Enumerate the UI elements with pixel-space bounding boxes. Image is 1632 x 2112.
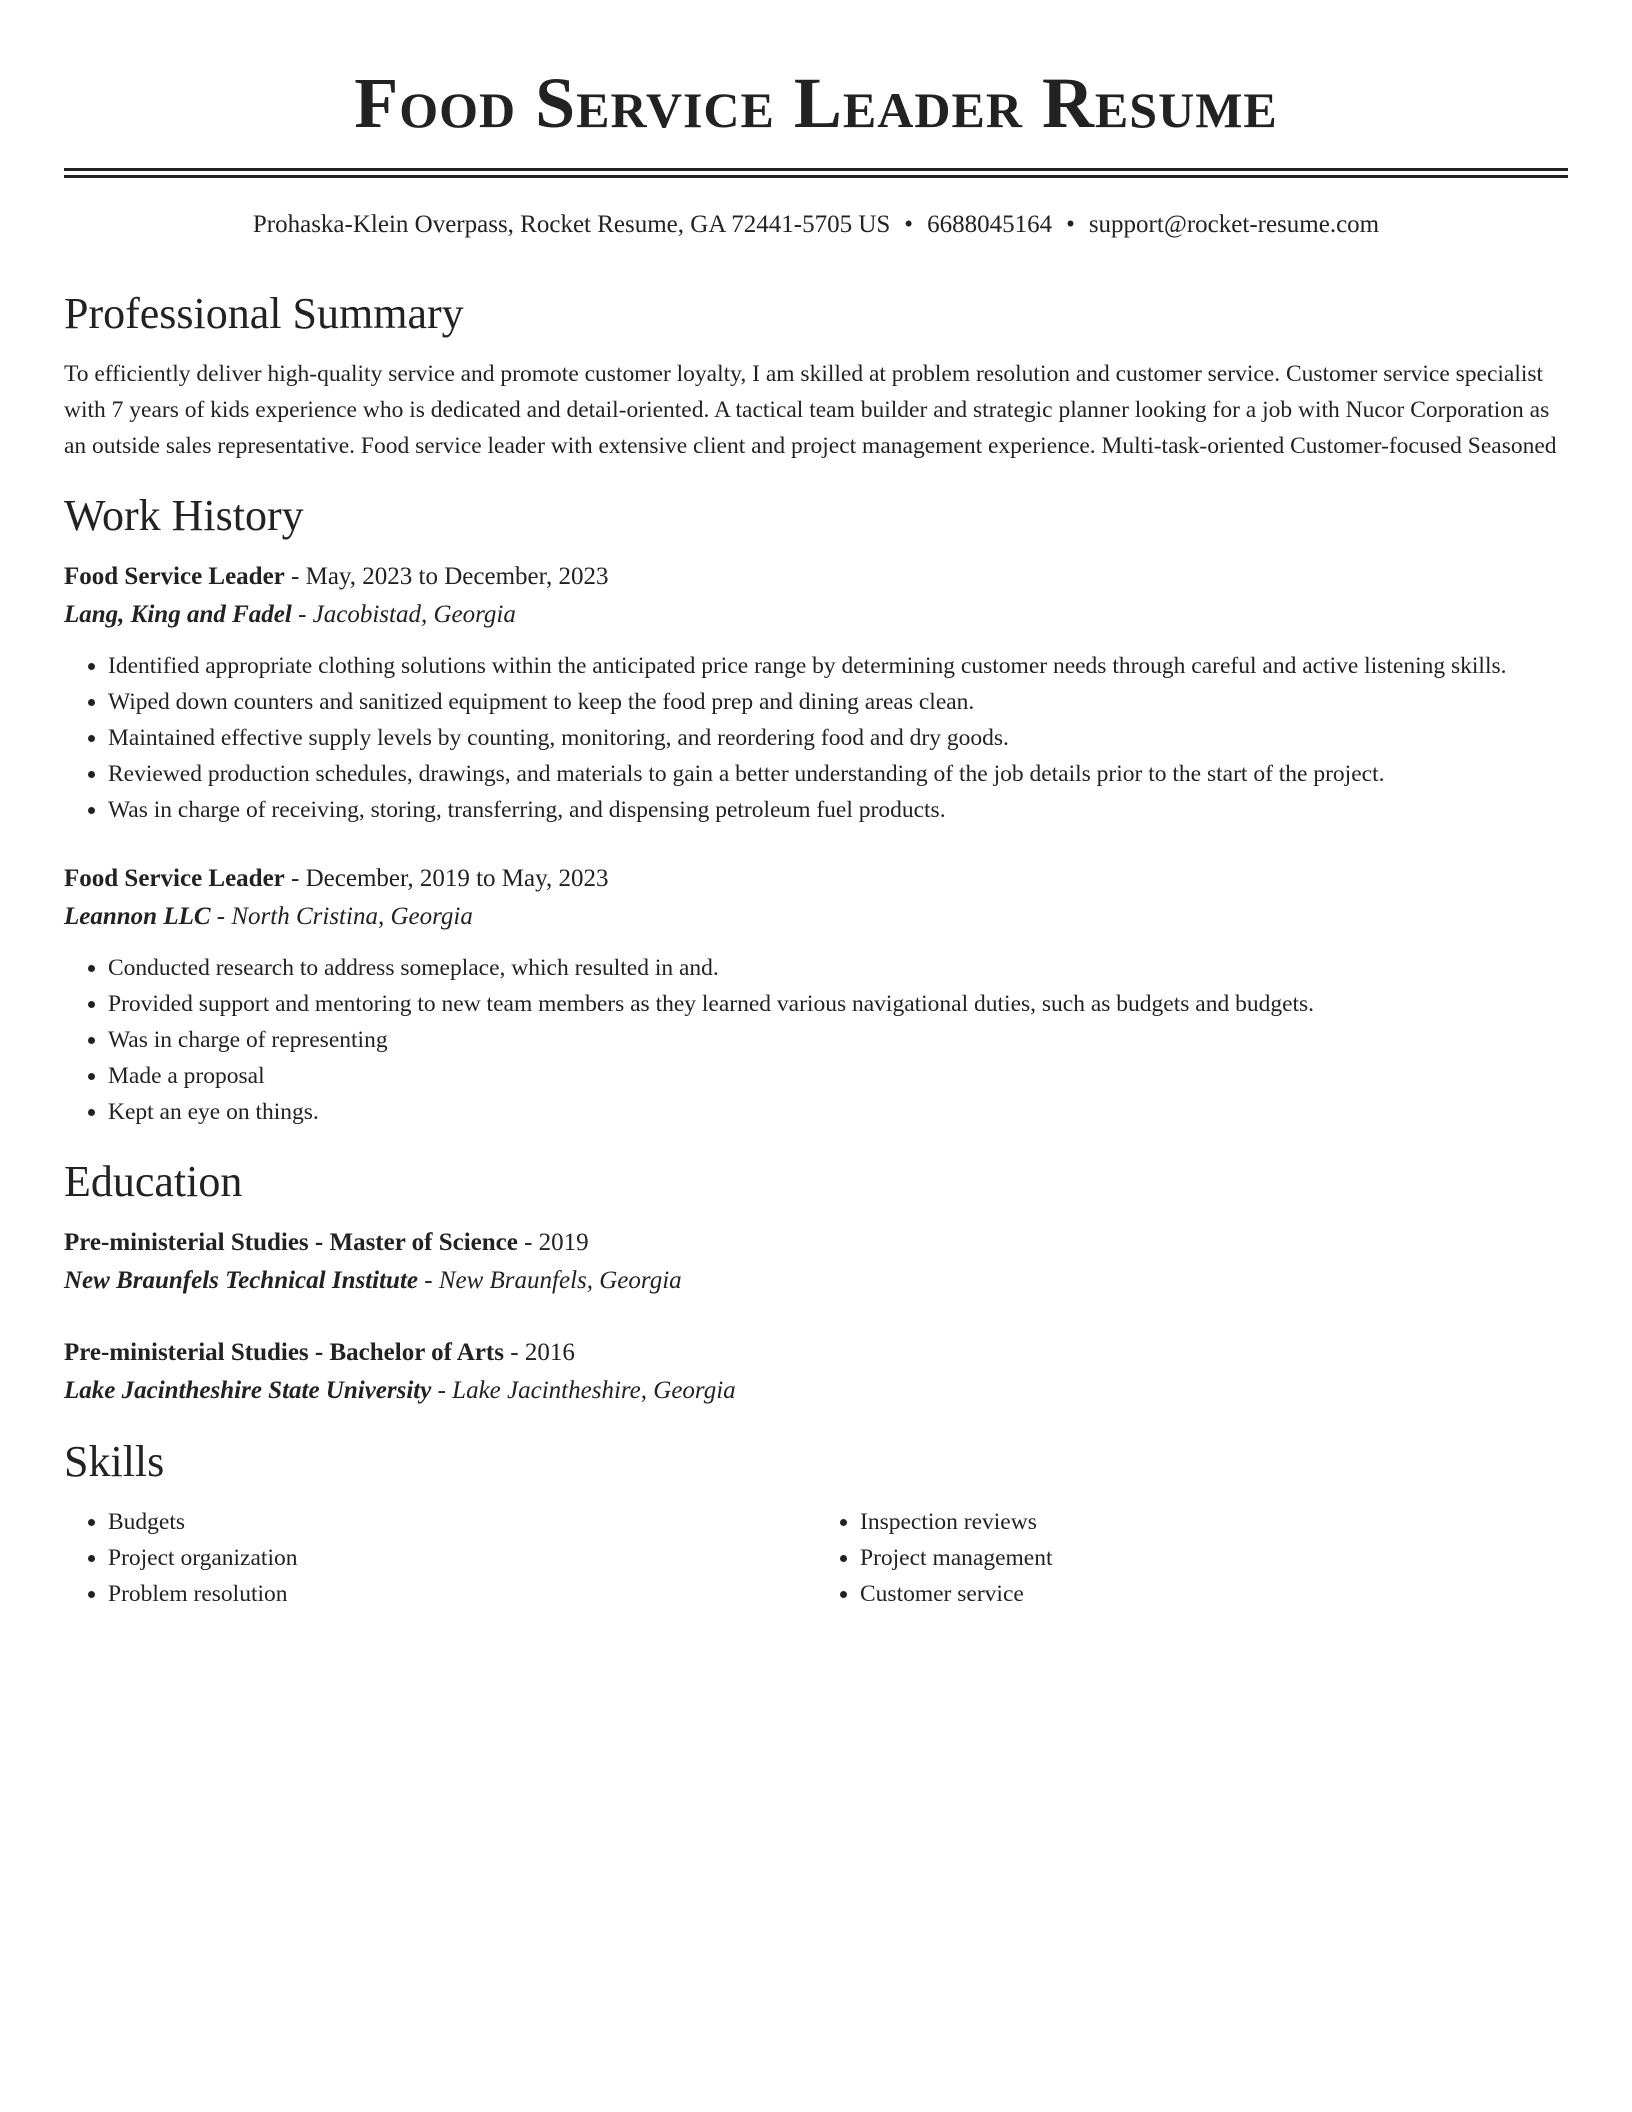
- job-location: - Jacobistad, Georgia: [291, 601, 516, 628]
- skills-column-left: [64, 1504, 816, 1612]
- education-school-line: [64, 1262, 1568, 1300]
- job-title-line: [64, 860, 1568, 898]
- contact-line: [64, 208, 1568, 242]
- job-company: Leannon LLC: [64, 903, 211, 930]
- education-school: New Braunfels Technical Institute: [64, 1267, 418, 1294]
- page-title: Food Service Leader Resume: [354, 63, 1278, 143]
- job-company-line: [64, 596, 1568, 634]
- list-item: • Was in charge of receiving, storing, transferring, and dispensing petroleum fuel products.: [108, 792, 1568, 828]
- job-company-line: [64, 898, 1568, 936]
- skill-item: • Problem resolution: [108, 1576, 816, 1612]
- bullet-separator: •: [1066, 211, 1075, 238]
- skill-item: • Project management: [860, 1540, 1568, 1576]
- list-item: • Identified appropriate clothing solutions within the anticipated price range by determining customer needs through careful and active listening skills.: [108, 648, 1568, 684]
- job-dates: - May, 2023 to December, 2023: [284, 563, 609, 590]
- job-title-line: [64, 558, 1568, 596]
- job-bullets: [64, 950, 1568, 1130]
- list-item: • Conducted research to address someplace, which resulted in and.: [108, 950, 1568, 986]
- skills-grid: [64, 1504, 1568, 1612]
- education-entry: [64, 1334, 1568, 1410]
- education-degree: Pre-ministerial Studies - Bachelor of Arts: [64, 1339, 504, 1366]
- list-item: • Made a proposal: [108, 1058, 1568, 1094]
- job-entry: [64, 860, 1568, 1130]
- title-double-rule: [64, 168, 1568, 178]
- education-degree-line: [64, 1224, 1568, 1262]
- education-degree-line: [64, 1334, 1568, 1372]
- list-item: • Provided support and mentoring to new team members as they learned various navigational duties, such as budgets and budgets.: [108, 986, 1568, 1022]
- skill-item: • Budgets: [108, 1504, 816, 1540]
- list-item: • Maintained effective supply levels by counting, monitoring, and reordering food and dry goods.: [108, 720, 1568, 756]
- section-heading-work-history: Work History: [64, 491, 304, 540]
- list-item: • Kept an eye on things.: [108, 1094, 1568, 1130]
- summary-text: To efficiently deliver high-quality service and promote customer loyalty, I am skilled at problem resolution and customer service. Customer service specialist with 7 years of kids experience who is dedicated and detail-oriented. A tactical team builder and strategic planner looking for a job with Nucor Corporation as an outside sales representative. Food service leader with extensive client and project management experience. Multi-task-oriented Customer-focused Seasoned: [64, 361, 1557, 459]
- section-heading-summary: Professional Summary: [64, 289, 464, 338]
- education-year: - 2019: [517, 1229, 589, 1256]
- job-role: Food Service Leader: [64, 865, 285, 892]
- education-school-line: [64, 1372, 1568, 1410]
- education-year: - 2016: [504, 1339, 575, 1366]
- job-company: Lang, King and Fadel: [64, 601, 292, 628]
- education-location: - Lake Jacintheshire, Georgia: [431, 1377, 736, 1404]
- list-item: • Wiped down counters and sanitized equipment to keep the food prep and dining areas clean.: [108, 684, 1568, 720]
- contact-email: support@rocket-resume.com: [1088, 211, 1380, 238]
- skill-item: • Customer service: [860, 1576, 1568, 1612]
- education-school: Lake Jacintheshire State University: [64, 1377, 432, 1404]
- section-heading-skills: Skills: [64, 1437, 165, 1486]
- job-dates: - December, 2019 to May, 2023: [284, 865, 609, 892]
- list-item: • Reviewed production schedules, drawings, and materials to gain a better understanding of the job details prior to the start of the project.: [108, 756, 1568, 792]
- job-role: Food Service Leader: [64, 563, 285, 590]
- list-item: • Was in charge of representing: [108, 1022, 1568, 1058]
- job-location: - North Cristina, Georgia: [210, 903, 473, 930]
- contact-address: Prohaska-Klein Overpass, Rocket Resume, GA 72441-5705 US: [252, 211, 891, 238]
- job-bullets: [64, 648, 1568, 828]
- section-heading-education: Education: [64, 1157, 243, 1206]
- contact-phone: 6688045164: [927, 211, 1053, 238]
- education-entry: [64, 1224, 1568, 1300]
- job-entry: [64, 558, 1568, 828]
- education-degree: Pre-ministerial Studies - Master of Science: [64, 1229, 518, 1256]
- skill-item: • Project organization: [108, 1540, 816, 1576]
- bullet-separator: •: [904, 211, 914, 238]
- education-location: - New Braunfels, Georgia: [418, 1267, 682, 1294]
- skills-column-right: [816, 1504, 1568, 1612]
- skill-item: • Inspection reviews: [860, 1504, 1568, 1540]
